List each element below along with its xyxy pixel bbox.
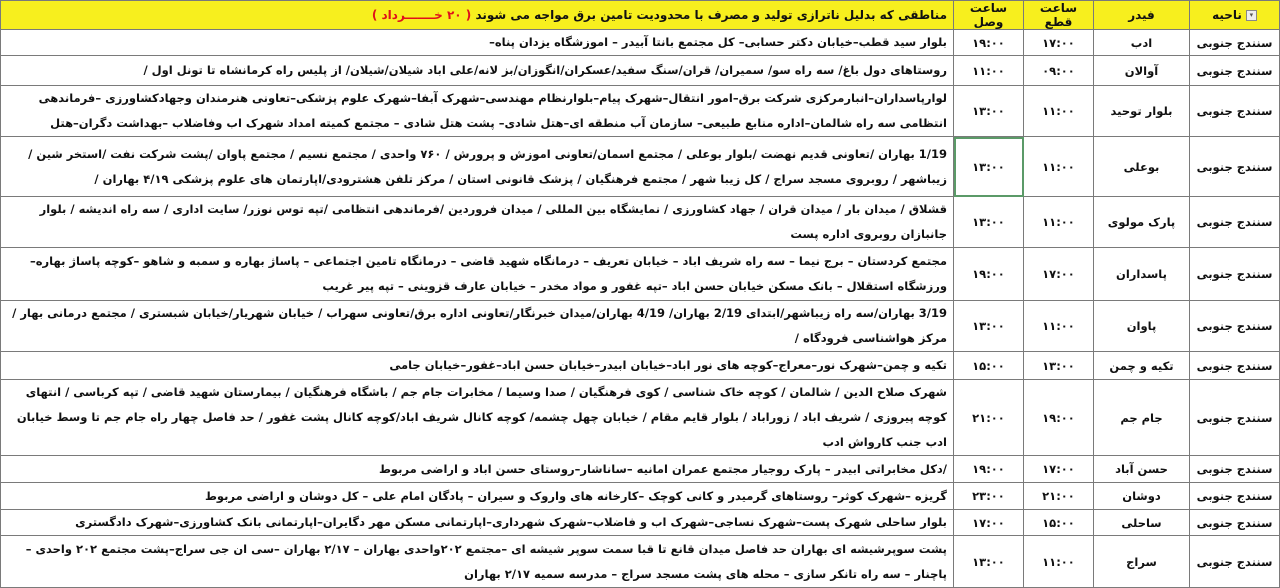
areas-cell[interactable]: قشلاق / میدان بار / میدان قران / جهاد کشاورزی / نمایشگاه بین المللی / میدان فروردین /فرماندهی انتظامی /تپه توس نوزر/ سایت اداری / سه راه اندیشه / بلوار جانبازان روبروی اداره پست [1,197,954,248]
feeder-cell[interactable]: پاوان [1094,301,1190,352]
region-cell[interactable]: سنندج جنوبی [1190,352,1280,380]
connect-time-cell[interactable]: ۱۳:۰۰ [954,137,1024,197]
connect-time-cell[interactable]: ۱۹:۰۰ [954,30,1024,56]
feeder-cell[interactable]: حسن آباد [1094,456,1190,483]
region-cell[interactable]: سنندج جنوبی [1190,56,1280,86]
table-row [1,380,1280,456]
areas-cell[interactable]: پشت سوپرشیشه ای بهاران حد فاصل میدان قانع تا قبا سمت سوپر شیشه ای –مجتمع ۲۰۲واحدی بهاران – ۲/۱۷ بهاران –سی ان جی سراج–پشت مجتمع ۲۰۲ واحدی – پاچنار – سه راه تانکر سازی – محله های پشت مسجد سراج – مدرسه سمیه ۲/۱۷ بهاران [1,536,954,588]
table-row [1,56,1280,86]
cut-time-cell[interactable]: ۱۱:۰۰ [1024,301,1094,352]
table-row [1,137,1280,197]
connect-time-cell[interactable]: ۱۷:۰۰ [954,510,1024,536]
feeder-cell[interactable]: ادب [1094,30,1190,56]
feeder-cell[interactable]: دوشان [1094,483,1190,510]
connect-time-cell[interactable]: ۱۳:۰۰ [954,536,1024,588]
feeder-cell[interactable]: پاسداران [1094,248,1190,301]
connect-time-cell[interactable]: ۲۳:۰۰ [954,483,1024,510]
connect-time-cell[interactable]: ۱۹:۰۰ [954,456,1024,483]
connect-time-cell[interactable]: ۱۵:۰۰ [954,352,1024,380]
connect-time-cell[interactable]: ۱۳:۰۰ [954,86,1024,137]
table-row [1,86,1280,137]
region-cell[interactable]: سنندج جنوبی [1190,197,1280,248]
table-row [1,456,1280,483]
header-connect-time: ساعت وصل [954,1,1024,30]
header-region[interactable]: ▾ناحیه [1190,1,1280,30]
feeder-cell[interactable]: ساحلی [1094,510,1190,536]
connect-time-cell[interactable]: ۱۳:۰۰ [954,197,1024,248]
feeder-cell[interactable]: آوالان [1094,56,1190,86]
cut-time-cell[interactable]: ۱۱:۰۰ [1024,197,1094,248]
areas-cell[interactable]: /دکل مخابراتی ابیدر – پارک روجیار مجتمع عمران امانیه –ساناشار–روستای حسن اباد و اراضی مربوط [1,456,954,483]
areas-cell[interactable]: شهرک صلاح الدین / شالمان / کوچه خاک شناسی / کوی فرهنگیان / صدا وسیما / مخابرات جام جم / باشگاه فرهنگیان / بیمارستان شهید قاضی / تپه کرباسی / انتهای کوچه پیروزی / شریف اباد / زوراباد / بلوار قایم مقام / خیابان چهل چشمه/ کوچه کانال شریف اباد/کوچه کانال پشت غفور / حد فاصل چهار راه جام جم تا وسط خیابان ادب جنب کارواش ادب [1,380,954,456]
table-row [1,536,1280,588]
feeder-cell[interactable]: تکیه و چمن [1094,352,1190,380]
header-row [1,1,1280,30]
cut-time-cell[interactable]: ۲۱:۰۰ [1024,483,1094,510]
areas-cell[interactable]: 1/19 بهاران /تعاونی قدیم نهضت /بلوار بوعلی / مجتمع اسمان/تعاونی اموزش و پرورش / ۷۶۰ واحدی / مجتمع نسیم / مجتمع پاوان /پشت شرکت نفت /استخر شین / زیباشهر / روبروی مسجد سراج / کل زیبا شهر / مجتمع فرهنگیان / پزشک قانونی استان / مرکز تلفن هشترودی/اپارتمان های علوم پزشکی ۴/۱۹ بهاران / [1,137,954,197]
table-row [1,248,1280,301]
header-cut-time: ساعت قطع [1024,1,1094,30]
areas-cell[interactable]: گریزه –شهرک کوثر– روستاهای گرمیدر و کانی کوچک –کارخانه های واروک و سیران – پادگان امام علی – کل دوشان و اراضی مربوط [1,483,954,510]
cut-time-cell[interactable]: ۱۱:۰۰ [1024,86,1094,137]
cut-time-cell[interactable]: ۰۹:۰۰ [1024,56,1094,86]
header-title: مناطقی که بدلیل ناترازی تولید و مصرف با محدودیت تامین برق مواجه می شوند ( ۲۰ خـــــــرداد ) [1,1,954,30]
areas-cell[interactable]: روستاهای دول باغ/ سه راه سو/ سمیران/ قران/سنگ سفید/عسکران/انگوزان/بز لانه/علی اباد شیلان/شیلان/ از پلیس راه کرمانشاه تا تونل اول / [1,56,954,86]
region-cell[interactable]: سنندج جنوبی [1190,86,1280,137]
cut-time-cell[interactable]: ۱۳:۰۰ [1024,352,1094,380]
feeder-cell[interactable]: جام جم [1094,380,1190,456]
connect-time-cell[interactable]: ۱۹:۰۰ [954,248,1024,301]
region-cell[interactable]: سنندج جنوبی [1190,380,1280,456]
region-cell[interactable]: سنندج جنوبی [1190,510,1280,536]
table-row [1,197,1280,248]
cut-time-cell[interactable]: ۱۱:۰۰ [1024,536,1094,588]
areas-cell[interactable]: بلوار ساحلی شهرک پست–شهرک نساجی–شهرک اب و فاضلاب–شهرک شهرداری–اپارتمانی مسکن مهر دگایران–اپارتمانی بانک کشاورزی–شهرک دادگستری [1,510,954,536]
areas-cell[interactable]: تکیه و چمن–شهرک نور–معراج–کوچه های نور اباد–خیابان ابیدر–خیابان حسن اباد–غفور–خیابان جامی [1,352,954,380]
region-cell[interactable]: سنندج جنوبی [1190,137,1280,197]
region-cell[interactable]: سنندج جنوبی [1190,248,1280,301]
header-date: ( ۲۰ خـــــــرداد ) [371,8,472,22]
cut-time-cell[interactable]: ۱۹:۰۰ [1024,380,1094,456]
connect-time-cell[interactable]: ۲۱:۰۰ [954,380,1024,456]
table-row [1,483,1280,510]
cut-time-cell[interactable]: ۱۱:۰۰ [1024,137,1094,197]
header-feeder: فیدر [1094,1,1190,30]
cut-time-cell[interactable]: ۱۷:۰۰ [1024,456,1094,483]
areas-cell[interactable]: مجتمع کردستان – برج نیما – سه راه شریف اباد – خیابان تعریف – درمانگاه شهید قاضی – درمانگاه تامین اجتماعی – پاساژ بهاره و سمبه و شاهو –کوچه پاساژ بهاره–ورزشگاه استقلال – بانک مسکن خیابان حسن اباد –تپه غفور و مواد مخدر – خیابان عارف قزوینی – تپه پیر غریب [1,248,954,301]
cut-time-cell[interactable]: ۱۵:۰۰ [1024,510,1094,536]
table-row [1,352,1280,380]
cut-time-cell[interactable]: ۱۷:۰۰ [1024,248,1094,301]
table-row [1,30,1280,56]
areas-cell[interactable]: 3/19 بهاران/سه راه زیباشهر/ابتدای 2/19 بهاران/ 4/19 بهاران/میدان خبرنگار/تعاونی اداره برق/تعاونی سهراب / خیابان شهریار/خیابان شبستری / مجتمع درمانی بهار / مرکز هواشناسی فرودگاه / [1,301,954,352]
connect-time-cell[interactable]: ۱۱:۰۰ [954,56,1024,86]
cut-time-cell[interactable]: ۱۷:۰۰ [1024,30,1094,56]
filter-icon[interactable]: ▾ [1246,10,1257,21]
feeder-cell[interactable]: سراج [1094,536,1190,588]
table-row [1,510,1280,536]
areas-cell[interactable]: بلوار سید قطب–خیابان دکتر حسابی– کل مجتمع بانتا آبیدر – اموزشگاه یزدان پناه– [1,30,954,56]
region-cell[interactable]: سنندج جنوبی [1190,301,1280,352]
region-cell[interactable]: سنندج جنوبی [1190,483,1280,510]
region-cell[interactable]: سنندج جنوبی [1190,456,1280,483]
areas-cell[interactable]: لوارپاسداران–انبارمرکزی شرکت برق–امور انتقال–شهرک پیام–بلوارنظام مهندسی–شهرک آبفا–شهرک علوم پزشکی–تعاونی هنرمندان وجهادکشاورزی –فرماندهی انتظامی سه راه شالمان–اداره منابع طبیعی– سازمان آب منطقه ای–هتل شادی– پشت هتل شادی – مجتمع کمیته امداد شهرک اب وفاضلاب –بهداشت دگران–هتل [1,86,954,137]
connect-time-cell[interactable]: ۱۳:۰۰ [954,301,1024,352]
table-row [1,301,1280,352]
feeder-cell[interactable]: بوعلی [1094,137,1190,197]
region-cell[interactable]: سنندج جنوبی [1190,30,1280,56]
feeder-cell[interactable]: پارک مولوی [1094,197,1190,248]
region-cell[interactable]: سنندج جنوبی [1190,536,1280,588]
feeder-cell[interactable]: بلوار توحید [1094,86,1190,137]
